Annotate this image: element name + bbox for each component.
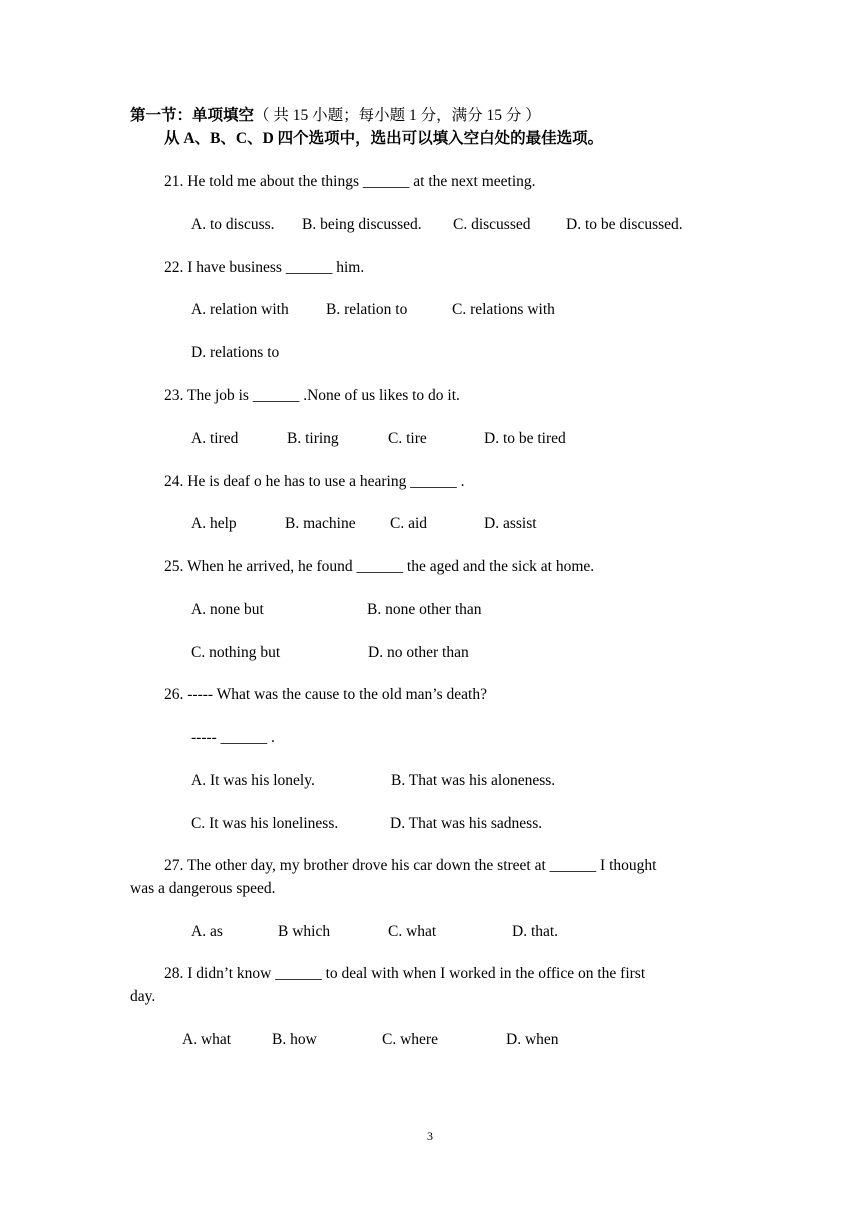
section-header: [130, 106, 541, 126]
option-c: C. what: [388, 923, 437, 940]
question-stem: 21. He told me about the things ______ at the next meeting.: [164, 173, 536, 190]
option-c: C. nothing but: [191, 644, 281, 661]
question-stem: 26. ----- What was the cause to the old man’s death?: [164, 686, 487, 703]
page-number: 3: [427, 1129, 433, 1143]
question-stem: 25. When he arrived, he found ______ the aged and the sick at home.: [164, 558, 595, 575]
option-d: D. to be discussed.: [566, 216, 683, 233]
question-stem: 27. The other day, my brother drove his car down the street at ______ I thought: [164, 857, 657, 874]
question-stem: 24. He is deaf o he has to use a hearing ______ .: [164, 473, 465, 490]
option-b: B. being discussed.: [302, 216, 422, 233]
option-c: C. aid: [390, 515, 428, 532]
option-c: C. It was his loneliness.: [191, 815, 339, 832]
option-d: D. assist: [484, 515, 537, 532]
option-b: B. machine: [285, 515, 356, 532]
option-d: D. relations to: [191, 344, 280, 361]
option-b: B. relation to: [326, 301, 408, 318]
option-a: A. help: [191, 515, 237, 532]
option-b: B. That was his aloneness.: [391, 772, 556, 789]
question-stem: 28. I didn’t know ______ to deal with when I worked in the office on the first: [164, 965, 646, 982]
option-a: A. none but: [191, 601, 264, 618]
option-a: A. what: [182, 1031, 232, 1048]
option-a: A. tired: [191, 430, 239, 447]
option-c: C. tire: [388, 430, 427, 447]
option-b: B. none other than: [367, 601, 482, 618]
option-d: D. that.: [512, 923, 559, 940]
question-stem-continued: day.: [130, 988, 156, 1005]
option-a: A. to discuss.: [191, 216, 275, 233]
option-d: D. That was his sadness.: [390, 815, 543, 832]
option-b: B. how: [272, 1031, 317, 1048]
option-d: D. no other than: [368, 644, 469, 661]
option-a: A. It was his lonely.: [191, 772, 315, 789]
option-a: A. relation with: [191, 301, 289, 318]
section-label: 第一节：单项填空: [130, 107, 255, 124]
option-b: B. tiring: [287, 430, 339, 447]
option-d: D. to be tired: [484, 430, 566, 447]
question-stem: 23. The job is ______ .None of us likes to do it.: [164, 387, 460, 404]
option-b: B which: [278, 923, 331, 940]
option-a: A. as: [191, 923, 223, 940]
section-info: （ 共 15 小题；每小题 1 分，满分 15 分 ）: [254, 107, 541, 124]
option-c: C. where: [382, 1031, 438, 1048]
question-stem-continued: was a dangerous speed.: [130, 880, 276, 897]
option-c: C. relations with: [452, 301, 555, 318]
question-stem: 22. I have business ______ him.: [164, 259, 365, 276]
option-c: C. discussed: [453, 216, 531, 233]
question-stem-reply: ----- ______ .: [191, 729, 275, 746]
section-instruction: 从 A、B、C、D 四个选项中，选出可以填入空白处的最佳选项。: [164, 130, 604, 147]
option-d: D. when: [506, 1031, 559, 1048]
